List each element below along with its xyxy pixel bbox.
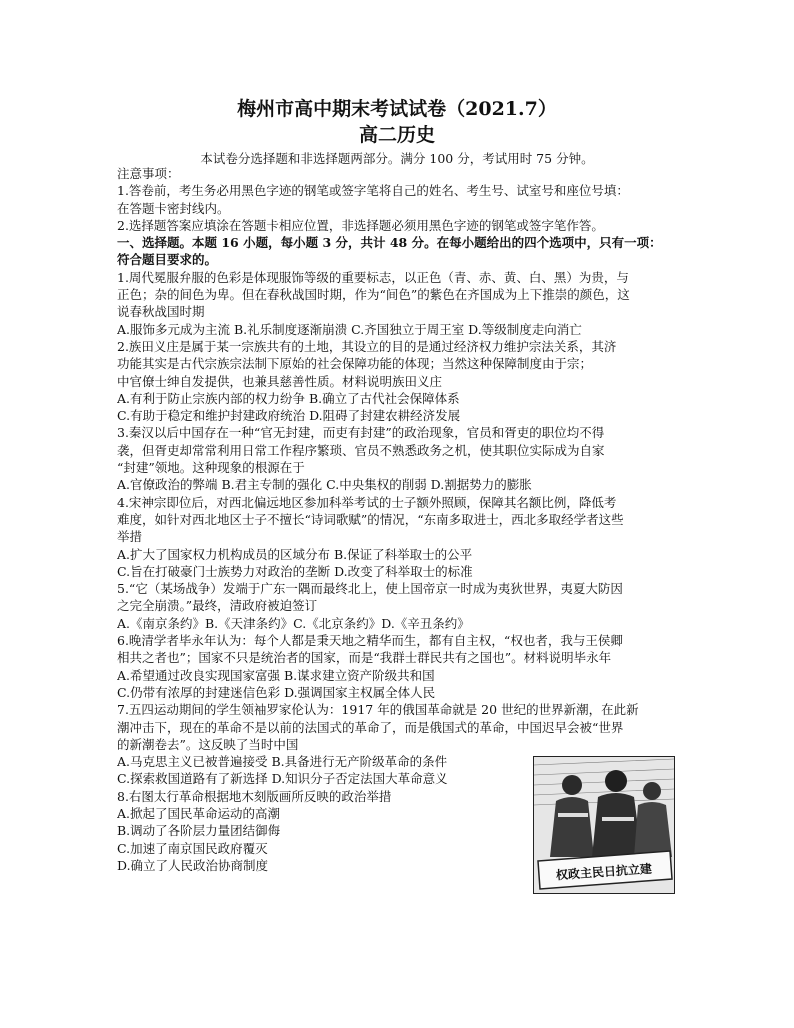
- text-line: 袭，但胥吏却常常利用日常工作程序繁琐、官员不熟悉政务之机，使其职位实际成为自家: [117, 442, 605, 458]
- text-line: D.确立了人民政治协商制度: [117, 857, 269, 873]
- text-line: A.官僚政治的弊端 B.君主专制的强化 C.中央集权的削弱 D.割据势力的膨胀: [117, 477, 532, 493]
- text-line: 正色；杂的间色为卑。但在春秋战国时期，作为“间色”的紫色在齐国成为上下推崇的颜色，这: [117, 287, 630, 303]
- text-line: 说春秋战国时期: [117, 304, 205, 320]
- text-line: C.探索救国道路有了新选择 D.知识分子否定法国大革命意义: [117, 771, 448, 787]
- text-line: 7.五四运动期间的学生领袖罗家伦认为：1917 年的俄国革命就是 20 世纪的世界新潮，在此新: [117, 702, 639, 718]
- woodcut-illustration: [534, 757, 674, 893]
- text-line: C.加速了南京国民政府覆灭: [117, 840, 268, 856]
- text-line: 之完全崩溃。”最终，清政府被迫签订: [117, 598, 318, 614]
- text-line: 2.族田义庄是属于某一宗族共有的土地，其设立的目的是通过经济权力维护宗法关系，其济: [117, 338, 617, 354]
- text-line: 功能其实是古代宗族宗法制下原始的社会保障功能的体现；当然这种保障制度由于宗；: [117, 356, 593, 372]
- text-line: 一、选择题。本题 16 小题，每小题 3 分，共计 48 分。在每小题给出的四个选项中，只有一项：: [117, 235, 662, 251]
- exam-subtitle: 高二历史: [358, 124, 435, 146]
- text-line: 难度，如针对西北地区士子不擅长“诗词歌赋”的情况，“东南多取进士，西北多取经学者这些: [117, 511, 624, 527]
- text-line: 符合题目要求的。: [117, 252, 218, 268]
- text-line: 4.宋神宗即位后，对西北偏远地区参加科举考试的士子额外照顾，保障其名额比例，降低考: [117, 494, 617, 510]
- woodcut-print-image: [533, 756, 675, 894]
- text-line: 相共之者也”；国家不只是统治者的国家，而是“我群士群民共有之国也”。材料说明毕永年: [117, 650, 612, 666]
- text-line: 1.周代冕服弁服的色彩是体现服饰等级的重要标志，以正色（青、赤、黄、白、黑）为贵，与: [117, 269, 629, 285]
- text-line: 3.秦汉以后中国存在一种“官无封建，而吏有封建”的政治现象，官员和胥吏的职位均不得: [117, 425, 605, 441]
- text-line: 8.右图太行革命根据地木刻版画所反映的政治举措: [117, 788, 392, 804]
- exam-title: 梅州市高中期末考试试卷（2021.7）: [237, 98, 557, 120]
- text-line: 6.晚清学者毕永年认为：每个人都是秉天地之精华而生，都有自主权，“权也者，我与王侯卿: [117, 633, 623, 649]
- text-line: B.调动了各阶层力量团结御侮: [117, 823, 281, 839]
- text-line: C.仍带有浓厚的封建迷信色彩 D.强调国家主权属全体人民: [117, 684, 436, 700]
- text-line: 2.选择题答案应填涂在答题卡相应位置，非选择题必须用黑色字迹的钢笔或签字笔作答。: [117, 217, 604, 233]
- text-line: A.扩大了国家权力机构成员的区域分布 B.保证了科举取士的公平: [117, 546, 473, 562]
- woodcut-caption: 权政主民日抗立建: [555, 861, 653, 883]
- text-line: 潮冲击下，现在的革命不是以前的法国式的革命了，而是俄国式的革命，中国迟早会被“世界: [117, 719, 624, 735]
- exam-intro: 本试卷分选择题和非选择题两部分。满分 100 分，考试用时 75 分钟。: [200, 151, 594, 166]
- text-line: 举措: [117, 529, 143, 545]
- text-line: A.《南京条约》B.《天津条约》C.《北京条约》D.《辛丑条约》: [117, 615, 470, 631]
- text-line: 中官僚士绅自发提供，也兼具慈善性质。材料说明族田义庄: [117, 373, 443, 389]
- text-line: A.希望通过改良实现国家富强 B.谋求建立资产阶级共和国: [117, 667, 435, 683]
- text-line: 1.答卷前，考生务必用黑色字迹的钢笔或签字笔将自己的姓名、考生号、试室号和座位号填：: [117, 183, 629, 199]
- text-line: 的新潮卷去”。这反映了当时中国: [117, 736, 299, 752]
- text-line: A.服饰多元成为主流 B.礼乐制度逐渐崩溃 C.齐国独立于周王室 D.等级制度走向消亡: [117, 321, 582, 337]
- text-line: “封建”领地。这种现象的根源在于: [117, 460, 305, 476]
- text-line: A.有利于防止宗族内部的权力纷争 B.确立了古代社会保障体系: [117, 390, 460, 406]
- text-line: 5.“它（某场战争）发端于广东一隅而最终北上，使上国帝京一时成为夷狄世界，夷夏大防因: [117, 581, 623, 597]
- text-line: C.有助于稳定和维护封建政府统治 D.阻碍了封建农耕经济发展: [117, 408, 461, 424]
- text-line: 在答题卡密封线内。: [117, 200, 230, 216]
- text-line: A.马克思主义已被普遍接受 B.具备进行无产阶级革命的条件: [117, 754, 448, 770]
- text-line: 注意事项：: [117, 166, 180, 181]
- text-line: C.旨在打破豪门士族势力对政治的垄断 D.改变了科举取士的标准: [117, 563, 473, 579]
- text-line: A.掀起了国民革命运动的高潮: [117, 805, 281, 821]
